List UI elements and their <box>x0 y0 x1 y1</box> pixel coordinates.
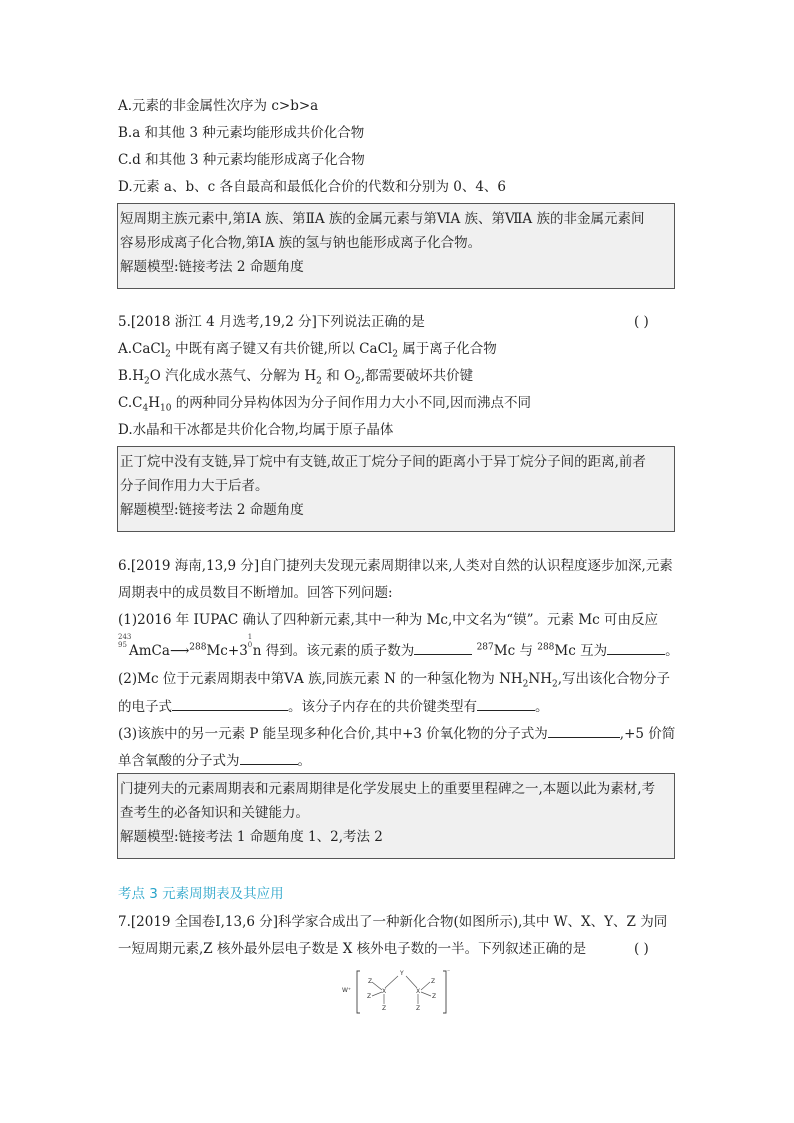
q5-option-a: A.CaCl$_2$ 中既有离子键又有共价键,所以 CaCl$_2$ 属于离子化合物 <box>118 341 497 360</box>
answer-paren: ( ) <box>634 314 649 330</box>
section-heading: 考点 3 元素周期表及其应用 <box>118 886 284 902</box>
atom-z: Z <box>382 1005 387 1012</box>
q6-part1-line1: (1)2016 年 IUPAC 确认了四种新元素,其中一种为 Mc,中文名为“镆”。元素 Mc 可由反应 <box>118 612 659 628</box>
analysis-box-1 <box>117 203 675 289</box>
q5-option-d: D.水晶和干冰都是共价化合物,均属于原子晶体 <box>118 422 394 438</box>
arrow-icon: ⟶ <box>169 643 190 659</box>
atom-z: Z <box>416 1005 421 1012</box>
q6-part3-line2: 单含氧酸的分子式为 。 <box>118 753 311 769</box>
q4-option-a: A.元素的非金属性次序为 c>b>a <box>118 98 319 114</box>
q5-option-b: $B.H_2O$ 汽化成水蒸气、分解为 $H_2$ 和 $O_2$,都需要破坏共价键 <box>118 368 474 387</box>
cation-label: W⁺ <box>342 987 352 994</box>
q5-option-c: $C.C_4H_{10}$ 的两种同分异构体因为分子间作用力大小不同,因而沸点不同 <box>118 395 532 414</box>
compound-structure-figure <box>340 965 460 1017</box>
q6-stem-2: 周期表中的成员数目不断增加。回答下列问题: <box>118 585 393 601</box>
nuclide-am: 243 95 AmCa <box>118 633 170 659</box>
q4-option-b: B.a 和其他 3 种元素均能形成共价化合物 <box>118 125 365 141</box>
atom-z: Z <box>368 978 373 985</box>
q6-part2-line2: 的电子式 。该分子内存在的共价键类型有 。 <box>118 699 549 715</box>
q6-part2-line1: (2)Mc 位于元素周期表中第ⅤA 族,同族元素 N 的一种氢化物为 $NH_2NH_2$,写出该化合物分子 <box>118 671 671 690</box>
atom-z: Z <box>367 993 372 1000</box>
q7-stem-2: 一短周期元素,Z 核外最外层电子数是 X 核外电子数的一半。下列叙述正确的是 <box>118 941 587 957</box>
q5-stem: 5.[2018 浙江 4 月选考,19,2 分]下列说法正确的是 <box>118 314 425 330</box>
analysis-text: 门捷列夫的元素周期表和元素周期律是化学发展史上的重要里程碑之一,本题以此为素材,考 <box>120 781 656 797</box>
atom-y: Y <box>400 970 404 977</box>
q4-option-d: D.元素 a、b、c 各自最高和最低化合价的代数和分别为 0、4、6 <box>118 179 507 195</box>
analysis-text: 短周期主族元素中,第ⅠA 族、第ⅡA 族的金属元素与第ⅥA 族、第ⅦA 族的非金属元素间 <box>120 211 645 227</box>
answer-blank[interactable] <box>607 641 665 655</box>
answer-blank[interactable] <box>414 641 472 655</box>
atom-x: X <box>382 988 387 995</box>
model-link: 解题模型:链接考法 2 命题角度 <box>120 502 304 518</box>
model-link: 解题模型:链接考法 1 命题角度 1、2,考法 2 <box>120 829 383 845</box>
nuclide-n: 1 0 n <box>247 633 262 659</box>
q4-option-c: C.d 和其他 3 种元素均能形成离子化合物 <box>118 152 365 168</box>
answer-blank[interactable] <box>548 724 620 738</box>
q6-stem-1: 6.[2019 海南,13,9 分]自门捷列夫发现元素周期律以来,人类对自然的认识程度逐步加深,元素 <box>118 558 673 574</box>
answer-blank[interactable] <box>477 697 535 711</box>
atom-z: Z <box>431 978 436 985</box>
analysis-text: 查考生的必备知识和关键能力。 <box>120 805 309 821</box>
analysis-text: 容易形成离子化合物,第ⅠA 族的氢与钠也能形成离子化合物。 <box>120 235 482 251</box>
q7-stem-1: 7.[2019 全国卷Ⅰ,13,6 分]科学家合成出了一种新化合物(如图所示),其中 W、X、Y、Z 为同 <box>118 914 668 930</box>
model-link: 解题模型:链接考法 2 命题角度 <box>120 259 304 275</box>
atom-x: X <box>416 988 421 995</box>
answer-blank[interactable] <box>172 697 288 711</box>
analysis-text: 分子间作用力大于后者。 <box>120 478 269 494</box>
analysis-box-2 <box>117 446 675 532</box>
analysis-box-3 <box>117 773 675 859</box>
atom-z: Z <box>432 993 437 1000</box>
answer-paren: ( ) <box>634 941 649 957</box>
anion-charge: ⁻ <box>447 969 451 976</box>
answer-blank[interactable] <box>240 751 298 765</box>
q6-part3-line1: (3)该族中的另一元素 P 能呈现多种化合价,其中+3 价氧化物的分子式为 ,+5 价简 <box>118 726 676 742</box>
analysis-text: 正丁烷中没有支链,异丁烷中有支链,故正丁烷分子间的距离小于异丁烷分子间的距离,前者 <box>120 454 646 470</box>
q6-part1-reaction: 243 95 AmCa⟶$^{288}$Mc+3 1 0 n 得到。该元素的质子数为 $^{287}$Mc 与 $^{288}$Mc 互为 。 <box>118 633 679 659</box>
